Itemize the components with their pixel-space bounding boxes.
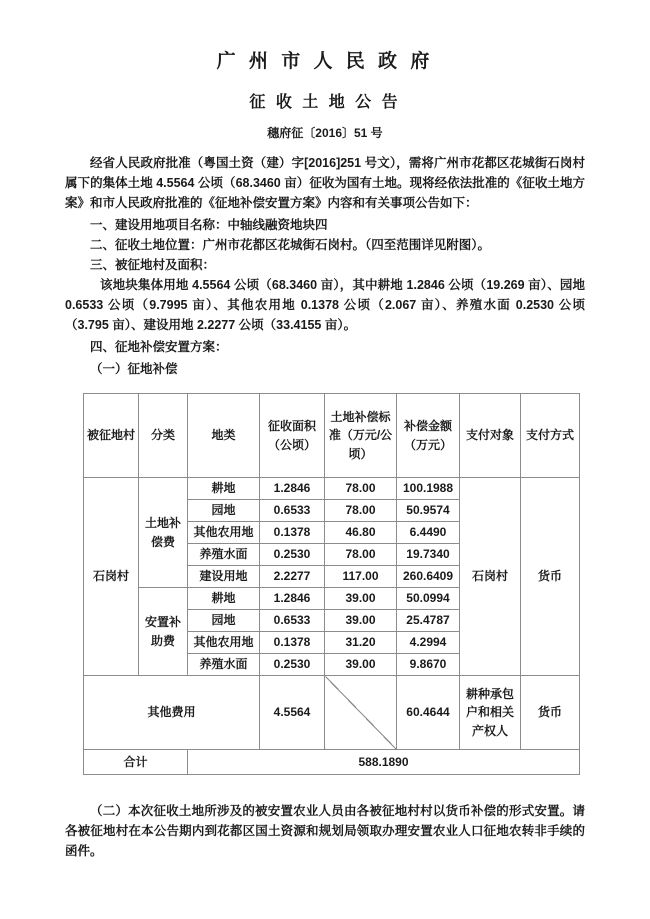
amount-cell: 9.8670 bbox=[397, 654, 460, 676]
other-fees-amount-cell: 60.4644 bbox=[397, 676, 460, 750]
table-row bbox=[84, 478, 580, 500]
compensation-table bbox=[83, 393, 580, 775]
standard-cell: 78.00 bbox=[325, 500, 397, 522]
other-fees-payee-cell: 耕种承包户和相关产权人 bbox=[460, 676, 521, 750]
total-value-cell: 588.1890 bbox=[188, 750, 580, 775]
standard-cell: 39.00 bbox=[325, 610, 397, 632]
header-amount: 补偿金额（万元） bbox=[397, 394, 460, 478]
area-cell: 0.6533 bbox=[260, 610, 325, 632]
standard-cell: 117.00 bbox=[325, 566, 397, 588]
amount-cell: 25.4787 bbox=[397, 610, 460, 632]
group-resettlement-subsidy-cell: 安置补助费 bbox=[139, 588, 188, 676]
header-category: 分类 bbox=[139, 394, 188, 478]
list-item-3: 三、被征地村及面积： bbox=[90, 258, 216, 272]
diagonal-slash-cell bbox=[325, 676, 397, 750]
landtype-cell: 园地 bbox=[188, 610, 260, 632]
amount-cell: 50.9574 bbox=[397, 500, 460, 522]
group-land-compensation-cell: 土地补偿费 bbox=[139, 478, 188, 588]
other-fees-label-cell: 其他费用 bbox=[84, 676, 260, 750]
area-cell: 0.1378 bbox=[260, 522, 325, 544]
landtype-cell: 其他农用地 bbox=[188, 522, 260, 544]
header-standard: 土地补偿标准（万元/公顷） bbox=[325, 394, 397, 478]
subsection-2-paragraph: （二）本次征收土地所涉及的被安置农业人员由各被征地村村以货币补偿的形式安置。请各被征地村在本公告期内到花都区国土资源和规划局领取办理安置农业人口征地农转非手续的函件。 bbox=[65, 804, 585, 858]
landtype-cell: 养殖水面 bbox=[188, 654, 260, 676]
area-cell: 1.2846 bbox=[260, 478, 325, 500]
landtype-cell: 养殖水面 bbox=[188, 544, 260, 566]
compensation-table-wrapper bbox=[83, 393, 585, 775]
area-cell: 2.2277 bbox=[260, 566, 325, 588]
list-item-1: 一、建设用地项目名称：中轴线融资地块四 bbox=[90, 218, 328, 232]
intro-paragraph: 经省人民政府批准（粤国土资（建）字[2016]251 号文），需将广州市花都区花城街石岗村属下的集体土地 4.5564 公顷（68.3460 亩）征收为国有土地。现将经依法批准的《征收土地方案》和市人民政府批准的《征地补偿安置方案》内容和有关事项公告如下： bbox=[65, 156, 585, 210]
amount-cell: 260.6409 bbox=[397, 566, 460, 588]
amount-cell: 4.2994 bbox=[397, 632, 460, 654]
amount-cell: 6.4490 bbox=[397, 522, 460, 544]
header-method: 支付方式 bbox=[521, 394, 580, 478]
table-header-row bbox=[84, 394, 580, 478]
list-item-2: 二、征收土地位置：广州市花都区花城街石岗村。（四至范围详见附图）。 bbox=[90, 238, 491, 252]
subsection-1-label: （一）征地补偿 bbox=[90, 362, 178, 376]
header-area: 征收面积（公顷） bbox=[260, 394, 325, 478]
area-cell: 0.1378 bbox=[260, 632, 325, 654]
other-fees-area-cell: 4.5564 bbox=[260, 676, 325, 750]
total-label-cell: 合计 bbox=[84, 750, 188, 775]
other-fees-method-cell: 货币 bbox=[521, 676, 580, 750]
other-fees-row bbox=[84, 676, 580, 750]
area-cell: 0.2530 bbox=[260, 654, 325, 676]
area-cell: 1.2846 bbox=[260, 588, 325, 610]
doc-title: 广 州 市 人 民 政 府 bbox=[216, 51, 434, 72]
payee-cell: 石岗村 bbox=[460, 478, 521, 676]
standard-cell: 78.00 bbox=[325, 544, 397, 566]
header-payee: 支付对象 bbox=[460, 394, 521, 478]
list-item-4: 四、征地补偿安置方案： bbox=[90, 340, 228, 354]
landtype-cell: 耕地 bbox=[188, 588, 260, 610]
area-cell: 0.6533 bbox=[260, 500, 325, 522]
area-cell: 0.2530 bbox=[260, 544, 325, 566]
method-cell: 货币 bbox=[521, 478, 580, 676]
landtype-cell: 其他农用地 bbox=[188, 632, 260, 654]
landtype-cell: 园地 bbox=[188, 500, 260, 522]
amount-cell: 100.1988 bbox=[397, 478, 460, 500]
standard-cell: 31.20 bbox=[325, 632, 397, 654]
amount-cell: 19.7340 bbox=[397, 544, 460, 566]
doc-subtitle: 征 收 土 地 公 告 bbox=[249, 94, 401, 111]
landtype-cell: 耕地 bbox=[188, 478, 260, 500]
amount-cell: 50.0994 bbox=[397, 588, 460, 610]
standard-cell: 39.00 bbox=[325, 654, 397, 676]
standard-cell: 78.00 bbox=[325, 478, 397, 500]
village-cell: 石岗村 bbox=[84, 478, 139, 676]
landtype-cell: 建设用地 bbox=[188, 566, 260, 588]
standard-cell: 46.80 bbox=[325, 522, 397, 544]
header-village: 被征地村 bbox=[84, 394, 139, 478]
land-area-detail-paragraph: 该地块集体用地 4.5564 公顷（68.3460 亩），其中耕地 1.2846 公顷（19.269 亩）、园地 0.6533 公顷（9.7995 亩）、其他农用地 0.1378 公顷（2.067 亩）、养殖水面 0.2530 公顷（3.795 亩）、建设用地 2.2277 公顷（33.4155 亩）。 bbox=[65, 278, 585, 332]
header-landtype: 地类 bbox=[188, 394, 260, 478]
total-row bbox=[84, 750, 580, 775]
doc-number: 穗府征〔2016〕51 号 bbox=[267, 126, 383, 140]
standard-cell: 39.00 bbox=[325, 588, 397, 610]
